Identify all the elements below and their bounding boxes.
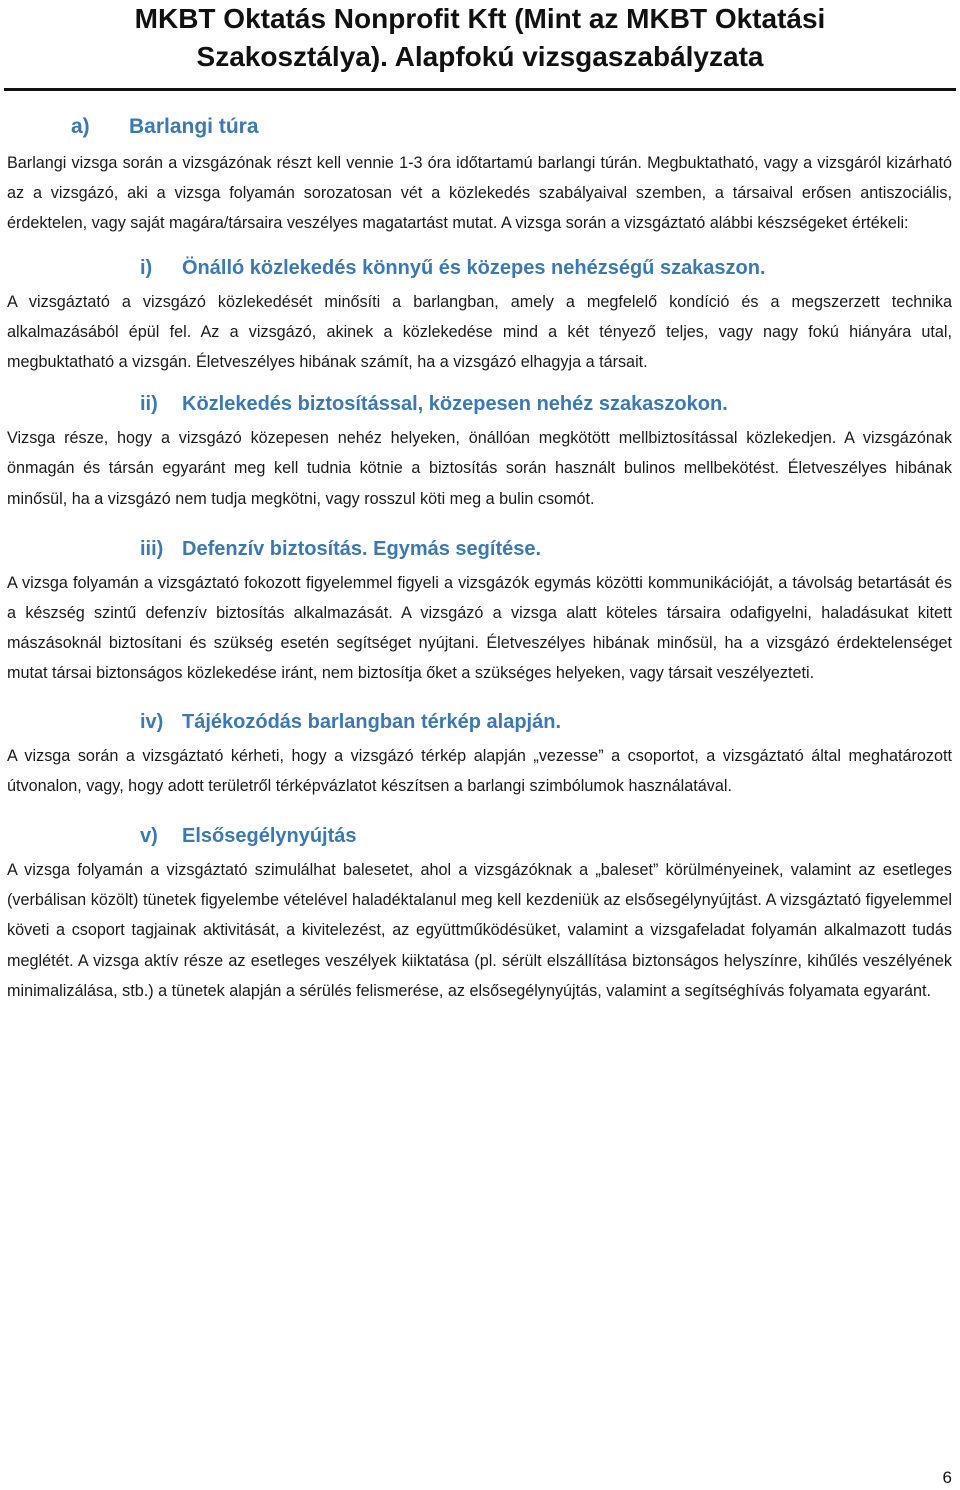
subsection-marker: iv): [140, 710, 164, 733]
subsection-heading-iii: [140, 534, 952, 564]
subsection-paragraph-iii: A vizsga folyamán a vizsgáztató fokozott figyelemmel figyeli a vizsgázók egymás közötti kommunikációját, a távolság betartását és a készség szintű defenzív biztosítás alkalmazását. A vizsgázó a vizsga alatt köteles társaira odafigyelni, haladásukat kitett mászásoknál biztosítani és szükség esetén segítséget nyújtani. Életveszélyes hibának minősül, ha a vizsgázó érdektelenséget mutat társai biztonságos közlekedése iránt, nem biztosítja őket a szükséges helyeken, vagy társait veszélyezteti.: [7, 573, 952, 683]
subsection-paragraph-i: A vizsgáztató a vizsgázó közlekedését minősíti a barlangban, amely a megfelelő kondíció és a megszerzett technika alkalmazásából épül fel. Az a vizsgázó, akinek a közlekedése mind a két tényező teljes, vagy nagy fokú hiányára utal, megbuktatható a vizsgán. Életveszélyes hibának számít, ha a vizsgázó elhagyja a társait.: [7, 292, 952, 372]
subsection-heading-i: [140, 253, 952, 283]
subsection-heading-ii: [140, 389, 952, 419]
section-intro-paragraph: Barlangi vizsga során a vizsgázónak részt kell vennie 1-3 óra időtartamú barlangi túrán. Megbuktatható, vagy a vizsgáról kizárható az a vizsgázó, aki a vizsga folyamán sorozatosan vét a közlekedés szabályaival szemben, a társaival erősen antiszociális, érdektelen, vagy saját magára/társaira veszélyes magatartást mutat. A vizsga során a vizsgáztató alábbi készségeket értékeli:: [7, 154, 952, 233]
subsection-marker: v): [140, 825, 158, 848]
document-body: [7, 112, 952, 1006]
subsection-marker: ii): [140, 393, 158, 416]
page-header: [0, 0, 960, 76]
subsection-title: Önálló közlekedés könnyű és közepes nehézségű szakaszon.: [182, 256, 766, 279]
subsection-title: Közlekedés biztosítással, közepesen nehéz szakaszokon.: [182, 393, 728, 416]
section-marker: a): [71, 115, 90, 138]
subsection-marker: i): [140, 256, 153, 279]
subsection-marker: iii): [140, 537, 164, 560]
header-title-line-1: MKBT Oktatás Nonprofit Kft (Mint az MKBT Oktatási: [134, 3, 826, 34]
subsection-title: Tájékozódás barlangban térkép alapján.: [182, 710, 562, 733]
header-divider: [4, 88, 956, 91]
subsection-heading-v: [140, 821, 952, 851]
section-heading-barlangi-tura: [71, 112, 952, 142]
page-number: 6: [942, 1468, 952, 1487]
subsection-title: Defenzív biztosítás. Egymás segítése.: [182, 537, 542, 560]
section-title: Barlangi túra: [129, 115, 259, 138]
subsection-paragraph-ii: Vizsga része, hogy a vizsgázó közepesen nehéz helyeken, önállóan megkötött mellbiztosítással közlekedjen. A vizsgázónak önmagán és társán egyaránt meg kell tudnia kötnie a biztosítás során használt bulinos mellbekötést. Életveszélyes hibának minősül, ha a vizsgázó nem tudja megkötni, vagy rosszul köti meg a bulin csomót.: [7, 429, 952, 508]
subsection-heading-iv: [140, 707, 952, 737]
subsection-paragraph-v: A vizsga folyamán a vizsgáztató szimulálhat balesetet, ahol a vizsgázóknak a „baleset” körülményeinek, valamint az esetleges (verbálisan közölt) tünetek figyelembe vételével haladéktalanul meg kell kezdeniük az elsősegélynyújtást. A vizsgáztató figyelemmel követi a csoport tagjainak aktivitását, a kivitelezést, az együttműködésüket, valamint a vizsgafeladat folyamán alkalmazott tudás meglétét. A vizsga aktív része az esetleges veszélyek kiiktatása (pl. sérült elszállítása biztonságos helyszínre, kihűlés veszélyének minimalizálása, stb.) a tünetek alapján a sérülés felismerése, az elsősegélynyújtás, valamint a segítséghívás folyamata egyaránt.: [7, 861, 952, 1000]
subsection-paragraph-iv: A vizsga során a vizsgáztató kérheti, hogy a vizsgázó térkép alapján „vezesse” a csoportot, a vizsgáztató által meghatározott útvonalon, vagy, hogy adott területről térképvázlatot készítsen a barlangi szimbólumok használatával.: [7, 746, 952, 795]
header-title-line-2: Szakosztálya). Alapfokú vizsgaszabályzata: [196, 41, 764, 72]
subsection-title: Elsősegélynyújtás: [182, 825, 357, 848]
